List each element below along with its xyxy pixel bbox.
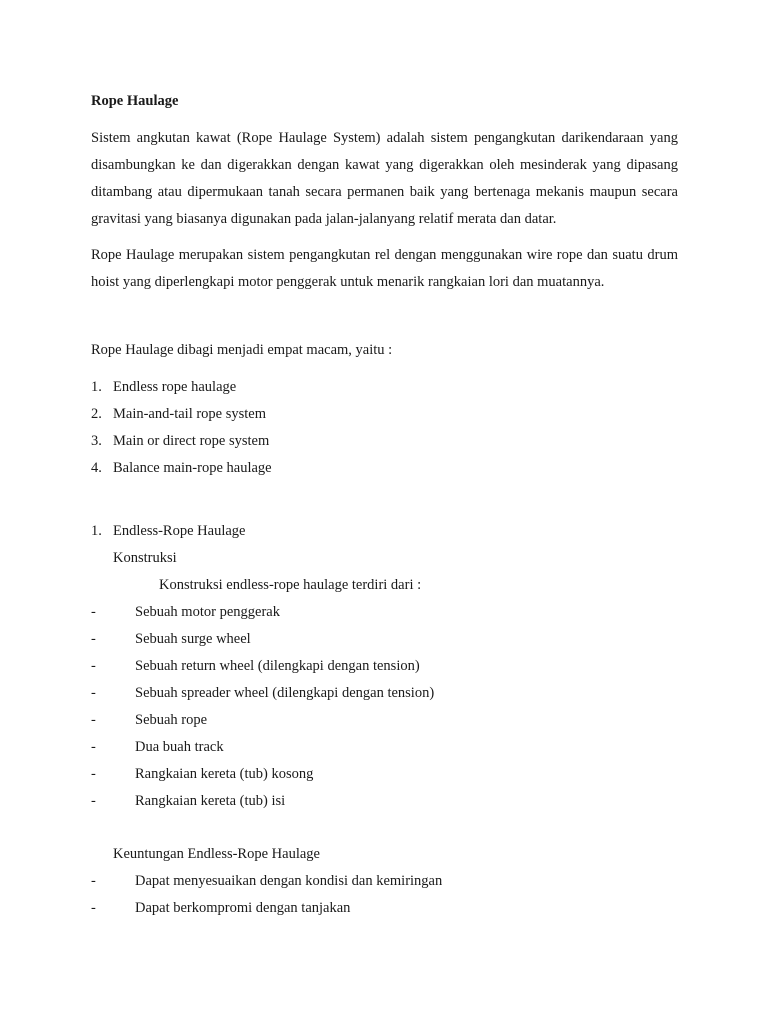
list-item — [91, 734, 678, 761]
dash-bullet: - — [91, 685, 96, 701]
section-endless-rope — [91, 518, 678, 922]
list-label: Rangkaian kereta (tub) kosong — [135, 766, 314, 782]
list-item — [91, 428, 678, 455]
list-item — [91, 599, 678, 626]
list-item — [91, 868, 678, 895]
dash-bullet: - — [91, 631, 96, 647]
list-label: Rangkaian kereta (tub) isi — [135, 793, 286, 809]
list-label: Main-and-tail rope system — [113, 406, 267, 422]
types-list — [91, 374, 678, 482]
dash-bullet: - — [91, 900, 96, 916]
list-item — [91, 788, 678, 815]
list-item — [91, 707, 678, 734]
construction-intro: Konstruksi endless-rope haulage terdiri dari : — [159, 577, 422, 593]
list-item — [91, 401, 678, 428]
list-label: Main or direct rope system — [113, 433, 270, 449]
list-item — [91, 374, 678, 401]
dash-bullet: - — [91, 712, 96, 728]
list-label: Dapat berkompromi dengan tanjakan — [135, 900, 351, 916]
list-item — [91, 626, 678, 653]
list-item — [91, 455, 678, 482]
list-number: 1. — [91, 379, 102, 395]
subheading-konstruksi: Konstruksi — [113, 550, 177, 566]
list-label: Sebuah rope — [135, 712, 208, 728]
list-label: Sebuah surge wheel — [135, 631, 251, 647]
list-label: Sebuah return wheel (dilengkapi dengan tension) — [135, 658, 420, 674]
list-label: Dapat menyesuaikan dengan kondisi dan kemiringan — [135, 873, 443, 889]
section-number: 1. — [91, 523, 102, 539]
list-label: Endless rope haulage — [113, 379, 237, 395]
types-intro: Rope Haulage dibagi menjadi empat macam, yaitu : — [91, 342, 393, 358]
dash-bullet: - — [91, 873, 96, 889]
list-label: Sebuah motor penggerak — [135, 604, 280, 620]
list-number: 2. — [91, 406, 102, 422]
list-item — [91, 680, 678, 707]
dash-bullet: - — [91, 658, 96, 674]
section-heading — [91, 518, 678, 545]
list-label: Balance main-rope haulage — [113, 460, 272, 476]
list-item — [91, 761, 678, 788]
list-number: 4. — [91, 460, 102, 476]
list-item — [91, 653, 678, 680]
components-list — [91, 599, 678, 815]
dash-bullet: - — [91, 793, 96, 809]
paragraph-description: Rope Haulage merupakan sistem pengangkutan rel dengan menggunakan wire rope dan suatu drum hoist yang diperlengkapi motor penggerak untuk menarik rangkaian lori dan muatannya. — [91, 247, 678, 290]
list-label: Sebuah spreader wheel (dilengkapi dengan tension) — [135, 685, 435, 701]
list-label: Dua buah track — [135, 739, 224, 755]
dash-bullet: - — [91, 739, 96, 755]
list-number: 3. — [91, 433, 102, 449]
list-item — [91, 895, 678, 922]
paragraph-definition: Sistem angkutan kawat (Rope Haulage System) adalah sistem pengangkutan darikendaraan yang disambungkan ke dan digerakkan dengan kawat yang digerakkan oleh mesinderak yang dipasang ditambang atau dipermukaan tanah secara permanen baik yang bertenaga mekanis maupun secara gravitasi yang biasanya digunakan pada jalan-jalanyang relatif merata dan datar. — [91, 130, 678, 227]
section-title: Endless-Rope Haulage — [113, 523, 246, 539]
dash-bullet: - — [91, 604, 96, 620]
advantages-list — [91, 868, 678, 922]
document-page — [91, 88, 678, 922]
dash-bullet: - — [91, 766, 96, 782]
document-title: Rope Haulage — [91, 93, 179, 109]
advantages-heading: Keuntungan Endless-Rope Haulage — [113, 846, 320, 862]
